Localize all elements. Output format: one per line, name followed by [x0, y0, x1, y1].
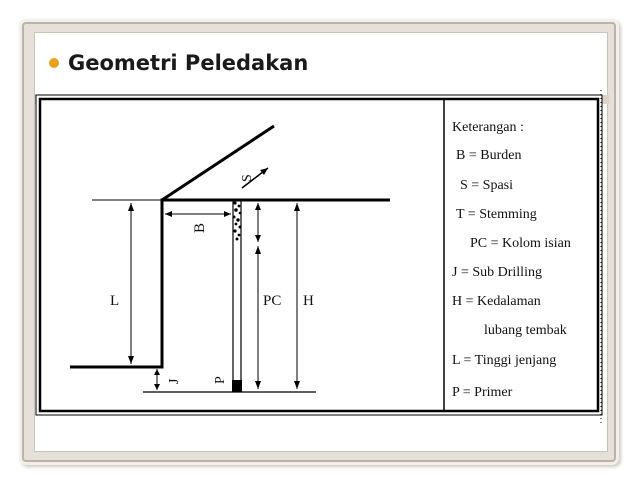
spacing-label: S: [240, 174, 255, 182]
primer-block: [232, 380, 242, 392]
burden-label: B: [192, 222, 208, 233]
legend-item: J = Sub Drilling: [452, 265, 542, 280]
hole-depth-label: H: [303, 293, 314, 309]
legend-item: PC = Kolom isian: [470, 236, 571, 251]
bench-height-label: L: [110, 293, 120, 309]
legend-item: P = Primer: [452, 385, 513, 400]
primer-label: P: [213, 376, 228, 384]
slide-title: Geometri Peledakan: [68, 51, 309, 75]
legend-item: H = Kedalaman: [452, 294, 541, 309]
charge-column-label: PC: [263, 293, 282, 309]
legend-item: T = Stemming: [456, 207, 537, 222]
legend-heading: Keterangan :: [452, 120, 524, 135]
subdrill-label: J: [167, 378, 182, 384]
legend-item: L = Tinggi jenjang: [452, 353, 557, 368]
legend-item: lubang tembak: [484, 323, 567, 338]
legend-item: B = Burden: [456, 148, 522, 163]
legend-item: S = Spasi: [460, 178, 514, 193]
